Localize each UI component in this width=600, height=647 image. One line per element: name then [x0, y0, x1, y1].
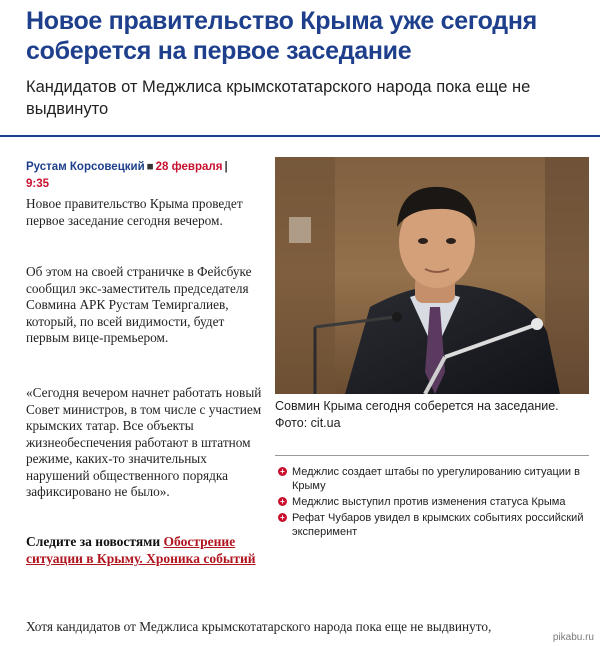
- article-photo: [275, 157, 589, 394]
- related-news-item[interactable]: [278, 495, 588, 509]
- related-news-item[interactable]: [278, 511, 588, 539]
- byline-separator-bar: |: [224, 161, 228, 173]
- related-news-list: [278, 465, 588, 541]
- article-headline: Новое правительство Крыма уже сегодня соберется на первое заседание: [26, 7, 537, 65]
- article-paragraph-1: Новое правительство Крыма проведет первое заседание сегодня вечером.: [26, 196, 243, 228]
- photo-caption: Совмин Крыма сегодня соберется на заседание. Фото: cit.ua: [275, 399, 559, 430]
- header-divider: [0, 135, 600, 137]
- follow-news-label: Следите за новостями: [26, 534, 161, 549]
- plus-bullet-icon: +: [278, 513, 287, 522]
- article-photo-image: [275, 157, 589, 394]
- related-news-item[interactable]: [278, 465, 588, 493]
- byline: [26, 159, 258, 193]
- watermark: pikabu.ru: [552, 632, 594, 643]
- article-paragraph-2: Об этом на своей страничке в Фейсбуке сообщил экс-заместитель председателя Совмина АРК Рустам Темиргалиев, который, по всей видимости, будет первым вице-премьером.: [26, 264, 252, 345]
- related-news-text[interactable]: Рефат Чубаров увидел в крымских событиях российский эксперимент: [292, 512, 584, 538]
- follow-news-link[interactable]: Обострение ситуации в Крыму. Хроника событий: [26, 534, 256, 566]
- author-link[interactable]: Рустам Корсовецкий: [26, 161, 145, 173]
- plus-bullet-icon: +: [278, 497, 287, 506]
- article-subhead: Кандидатов от Меджлиса крымскотатарского народа пока еще не выдвинуто: [26, 78, 531, 118]
- plus-bullet-icon: +: [278, 467, 287, 476]
- byline-separator-square: ■: [146, 161, 154, 173]
- related-divider: [275, 455, 589, 456]
- publish-time: 9:35: [26, 178, 50, 190]
- related-news-text[interactable]: Меджлис выступил против изменения статуса Крыма: [292, 496, 566, 508]
- article-paragraph-3: «Сегодня вечером начнет работать новый Совет министров, в том числе с участием крымских татар. Все объекты жизнеобеспечения работают в штатном режиме, каких-то значительных нарушений общественного порядка зафиксировано не было».: [26, 385, 262, 499]
- related-news-text[interactable]: Меджлис создает штабы по урегулированию ситуации в Крыму: [292, 466, 580, 492]
- article-paragraph-4: Хотя кандидатов от Меджлиса крымскотатарского народа пока еще не выдвинуто,: [26, 619, 492, 634]
- follow-news-block: [26, 533, 262, 567]
- publish-date: 28 февраля: [155, 161, 223, 173]
